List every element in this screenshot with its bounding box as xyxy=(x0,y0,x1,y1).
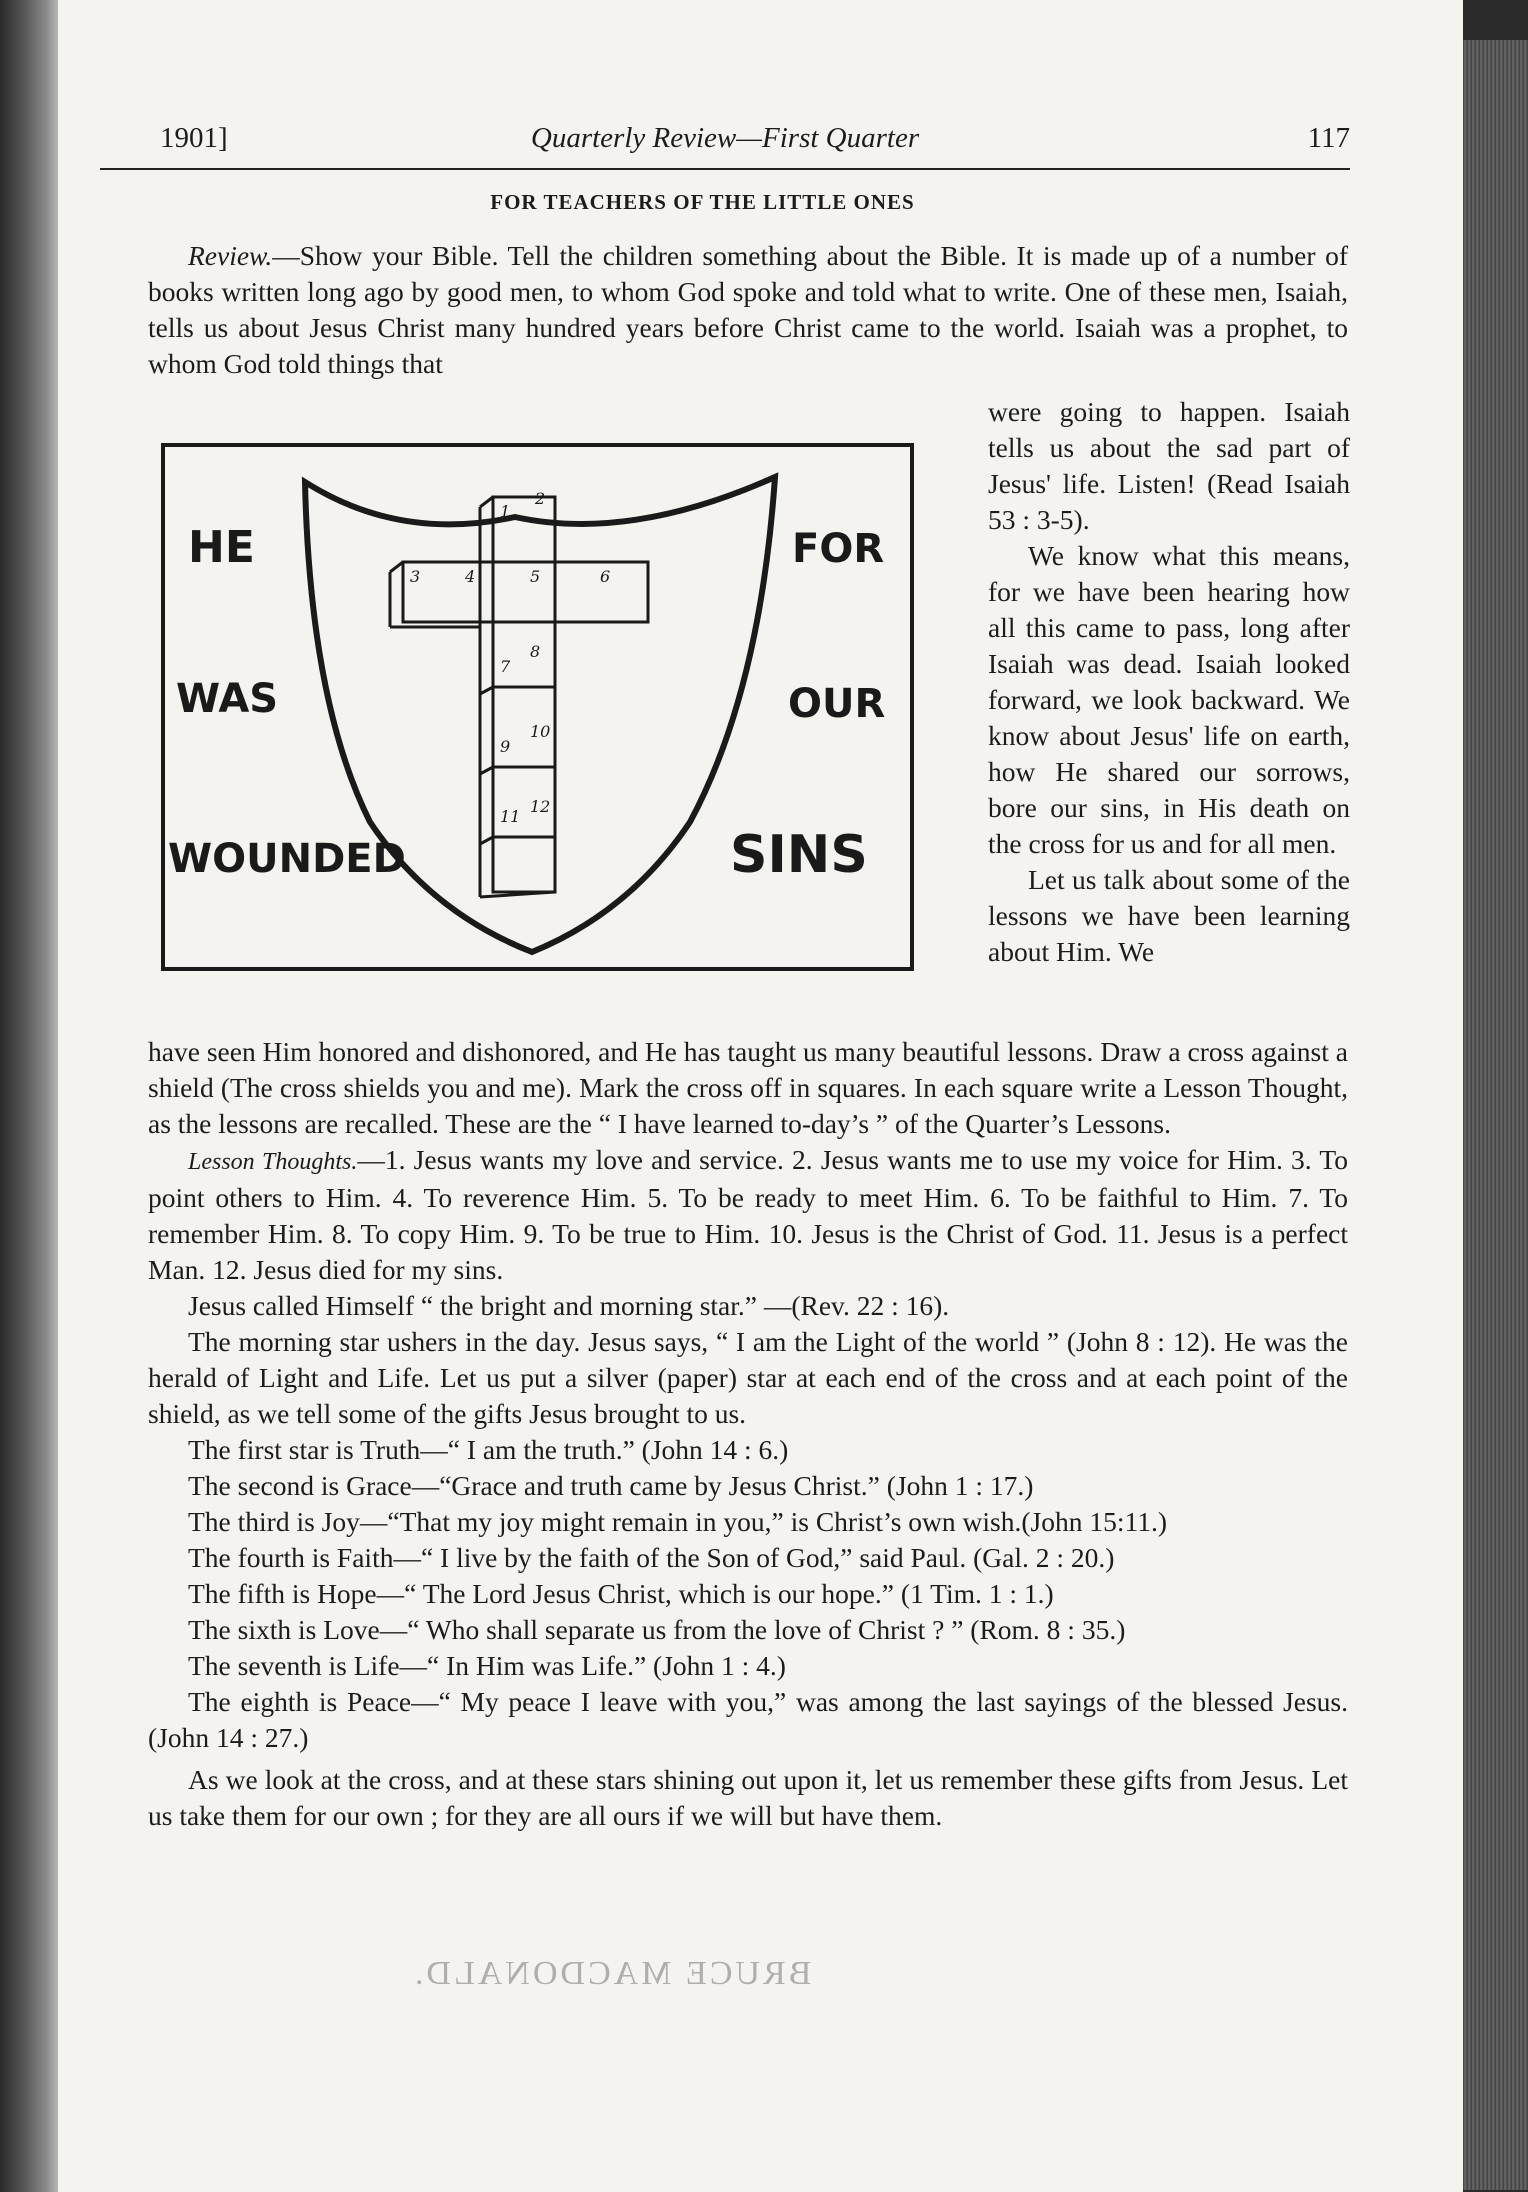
star-line: The fourth is Faith—“ I live by the faith of the Son of God,” said Paul. (Gal. 2 : 20.) xyxy=(188,1542,1115,1573)
square-number: 6 xyxy=(600,567,611,586)
square-number: 4 xyxy=(465,567,476,586)
side-paragraph-2: We know what this means, for we have been hearing how all this came to pass, long after Isaiah was dead. Isaiah looked forward, we look backward. We know about Jesus' life on earth, how He shared our sorrows, bore our sins, in His death on the cross for us and for all men. xyxy=(988,540,1350,859)
review-text: —Show your Bible. Tell the children something about the Bible. It is made up of a number of books written long ago by good men, to whom God spoke and told what to write. One of these men, Isaiah, tells us about Jesus Christ many hundred years before Christ came to the world. Isaiah was a prophet, to whom God told things that xyxy=(148,240,1348,379)
running-header xyxy=(100,118,1350,170)
closing-paragraph: As we look at the cross, and at these stars shining out upon it, let us remember these gifts from Jesus. Let us take them for our own ; for they are all ours if we will but have them. xyxy=(148,1764,1348,1831)
square-number: 9 xyxy=(500,737,511,756)
figure-word: WOUNDED xyxy=(168,836,406,882)
library-stamp: BRUCE MACDONALD. xyxy=(412,1955,812,1992)
figure-word: OUR xyxy=(788,681,886,727)
square-number: 12 xyxy=(530,797,551,816)
square-number: 11 xyxy=(500,807,521,826)
star-line: The fifth is Hope—“ The Lord Jesus Christ, which is our hope.” (1 Tim. 1 : 1.) xyxy=(188,1578,1054,1609)
cross-shield-figure xyxy=(160,442,915,972)
side-paragraph-1: were going to happen. Isaiah tells us about the sad part of Jesus' life. Listen! (Read Isaiah 53 : 3-5). xyxy=(988,396,1350,535)
book-binding xyxy=(0,0,58,2192)
star-line: The third is Joy—“That my joy might remain in you,” is Christ’s own wish.(John 15:11.) xyxy=(188,1506,1167,1537)
square-number: 10 xyxy=(530,722,551,741)
lesson-thoughts-text: —1. Jesus wants my love and service. 2. Jesus wants me to use my voice for Him. 3. To point others to Him. 4. To reverence Him. 5. To be ready to meet Him. 6. To be faithful to Him. 7. To remember Him. 8. To copy Him. 9. To be true to Him. 10. Jesus is the Christ of God. 11. Jesus is a perfect Man. 12. Jesus died for my sins. xyxy=(148,1144,1348,1285)
morning-star-paragraph: The morning star ushers in the day. Jesus says, “ I am the Light of the world ” (John 8 : 12). He was the herald of Light and Life. Let us put a silver (paper) star at each end of the cross and at each point of the shield, as we tell some of the gifts Jesus brought to us. xyxy=(148,1326,1348,1429)
header-year: 1901] xyxy=(160,122,228,154)
morning-star-quote: Jesus called Himself “ the bright and morning star.” —(Rev. 22 : 16). xyxy=(188,1290,950,1321)
section-title: FOR TEACHERS OF THE LITTLE ONES xyxy=(490,190,915,214)
figure-word: FOR xyxy=(792,526,885,572)
page-number: 117 xyxy=(1307,122,1350,154)
square-number: 7 xyxy=(500,657,511,676)
page-edges xyxy=(1463,40,1528,2190)
body-lower xyxy=(148,1034,1348,1834)
figure-word: WAS xyxy=(176,676,279,722)
square-number: 5 xyxy=(530,567,541,586)
star-line: The sixth is Love—“ Who shall separate us from the love of Christ ? ” (Rom. 8 : 35.) xyxy=(188,1614,1126,1645)
square-number: 1 xyxy=(500,502,511,521)
square-number: 3 xyxy=(410,567,421,586)
figure-word: SINS xyxy=(730,825,868,885)
header-title: Quarterly Review—First Quarter xyxy=(530,122,920,154)
square-number: 8 xyxy=(530,642,541,661)
figure-drawing xyxy=(160,442,915,972)
square-number: 2 xyxy=(535,489,546,508)
review-side-column xyxy=(988,394,1350,970)
review-label: Review. xyxy=(188,240,273,271)
star-line: The eighth is Peace—“ My peace I leave with you,” was among the last sayings of the blessed Jesus. (John 14 : 27.) xyxy=(148,1686,1348,1753)
review-paragraph-top xyxy=(148,238,1348,382)
figure-word: HE xyxy=(188,522,255,573)
lesson-thoughts-label: Lesson Thoughts. xyxy=(188,1149,358,1175)
side-paragraph-3: Let us talk about some of the lessons we have been learning about Him. We xyxy=(988,864,1350,967)
star-line: The first star is Truth—“ I am the truth.” (John 14 : 6.) xyxy=(188,1434,789,1465)
star-line: The second is Grace—“Grace and truth came by Jesus Christ.” (John 1 : 17.) xyxy=(188,1470,1034,1501)
star-line: The seventh is Life—“ In Him was Life.” (John 1 : 4.) xyxy=(188,1650,786,1681)
review-paragraph-after: have seen Him honored and dishonored, and He has taught us many beautiful lessons. Draw a cross against a shield (The cross shields you and me). Mark the cross off in squares. In each square write a Lesson Thought, as the lessons are recalled. These are the “ I have learned to-day’s ” of the Quarter’s Lessons. xyxy=(148,1036,1348,1139)
